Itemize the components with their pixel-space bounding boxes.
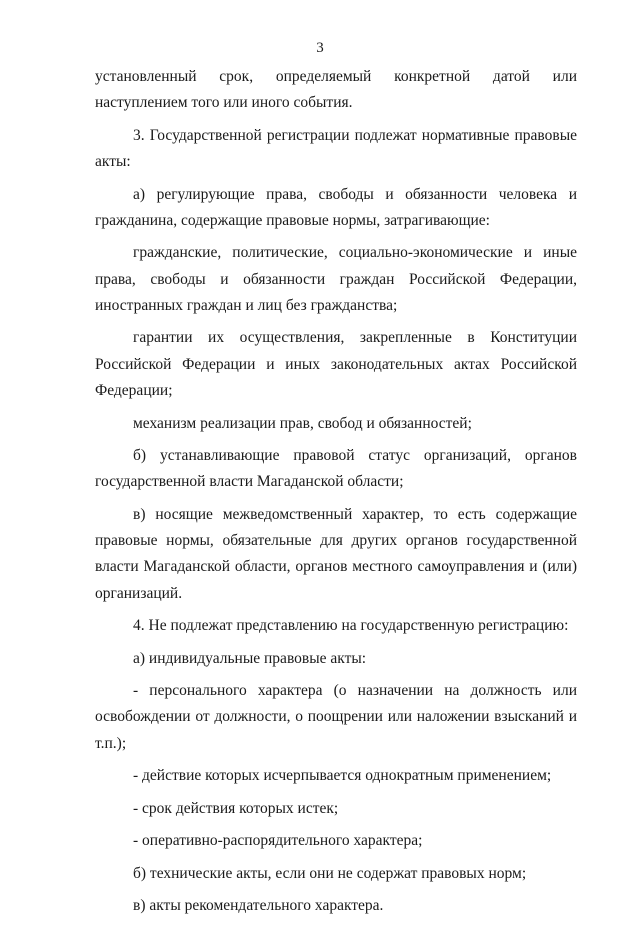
paragraph: - оперативно-распорядительного характера; bbox=[133, 832, 423, 850]
paragraph: в) носящие межведомственный характер, то есть содержащие правовые нормы, обязательные для других органов государственной власти Магаданской области, органов местного самоуправления и (или) организаций. bbox=[95, 505, 577, 602]
paragraph: а) регулирующие права, свободы и обязанности человека и гражданина, содержащие правовые нормы, затрагивающие: bbox=[95, 185, 577, 229]
paragraph: - действие которых исчерпывается однократным применением; bbox=[133, 767, 552, 785]
paragraph: 3. Государственной регистрации подлежат нормативные правовые акты: bbox=[95, 126, 577, 171]
paragraph: механизм реализации прав, свобод и обязанностей; bbox=[133, 414, 472, 432]
paragraph: гарантии их осуществления, закрепленные в Конституции Российской Федерации и иных законодательных актах Российской Федерации; bbox=[95, 329, 577, 400]
page-number: 3 bbox=[316, 40, 324, 56]
paragraph: 4. Не подлежат представлению на государственную регистрацию: bbox=[133, 617, 569, 635]
paragraph: а) индивидуальные правовые акты: bbox=[133, 649, 367, 667]
paragraph: установленный срок, определяемый конкретной датой или наступлением того или иного события. bbox=[95, 68, 577, 112]
paragraph: - персонального характера (о назначении на должность или освобождении от должности, о поощрении или наложении взысканий и т.п.); bbox=[95, 682, 577, 752]
paragraph: - срок действия которых истек; bbox=[133, 799, 339, 817]
paragraph: б) технические акты, если они не содержат правовых норм; bbox=[133, 864, 527, 882]
paragraph: в) акты рекомендательного характера. bbox=[133, 897, 384, 915]
paragraph: гражданские, политические, социально-экономические и иные права, свободы и обязанности граждан Российской Федерации, иностранных граждан и лиц без гражданства; bbox=[95, 244, 577, 314]
document-body bbox=[95, 64, 577, 926]
paragraph: б) устанавливающие правовой статус организаций, органов государственной власти Магаданской области; bbox=[95, 446, 577, 491]
